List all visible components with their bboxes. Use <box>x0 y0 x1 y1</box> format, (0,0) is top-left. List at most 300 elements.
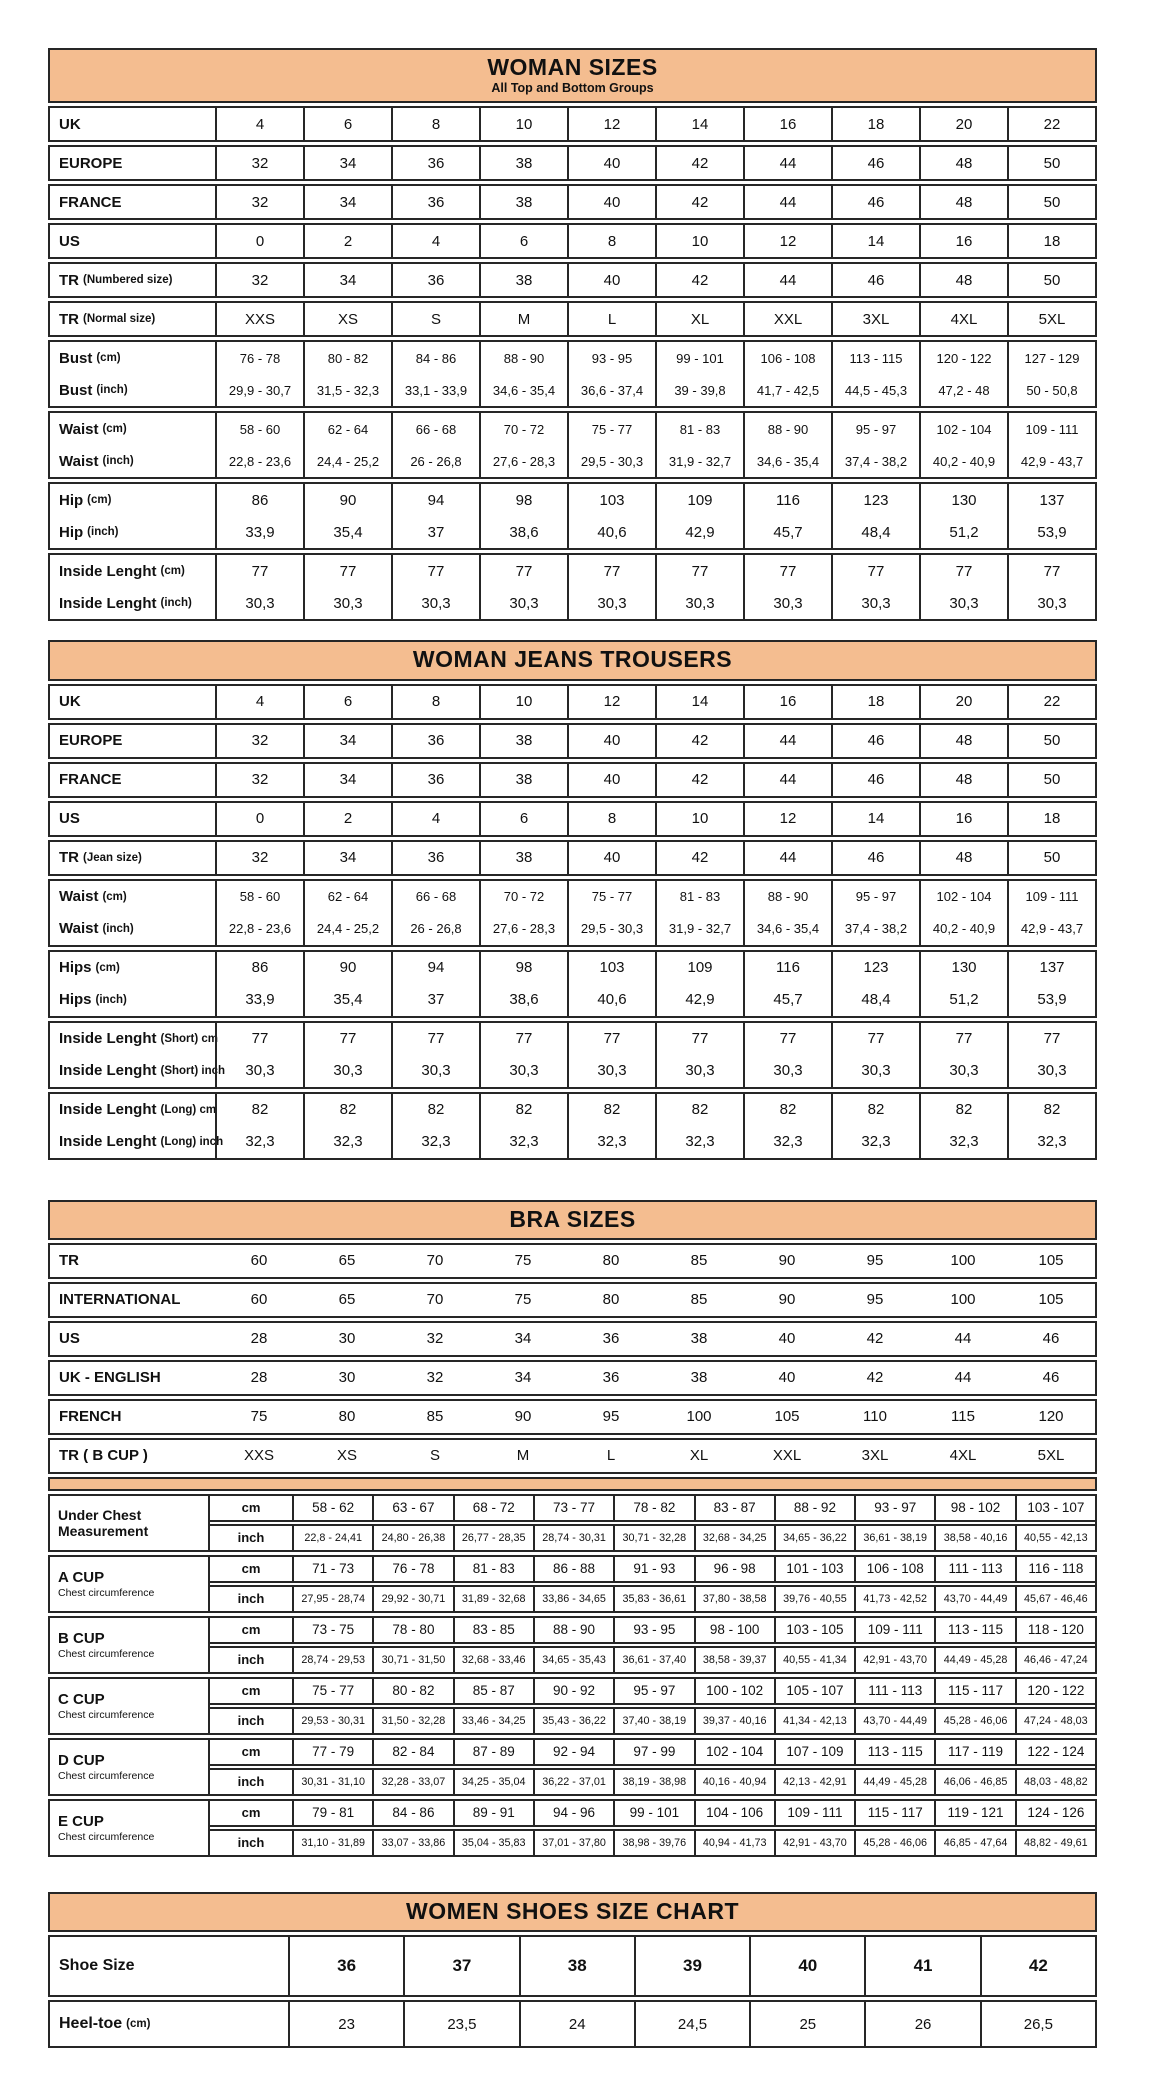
cell-value: 90 - 92 <box>533 1679 613 1703</box>
value-cell <box>215 1094 303 1158</box>
cell-value: 24,5 <box>677 2015 708 2033</box>
cell-value: 106 - 108 <box>760 350 816 366</box>
woman-sizes-title: WOMAN SIZES <box>487 54 658 80</box>
value-cell <box>215 725 303 757</box>
cell-value: 36 <box>427 771 445 789</box>
cup-row-cm <box>210 1496 1095 1522</box>
cell-value: 32,3 <box>333 1133 363 1151</box>
cell-value: 100 <box>686 1408 712 1426</box>
row-label: Inside Lenght (Short) inch <box>59 1062 226 1080</box>
cell-value: 46,85 - 47,64 <box>934 1831 1014 1855</box>
cell-value: 75 - 77 <box>292 1679 372 1703</box>
cell-value: 34 <box>339 154 357 172</box>
value-cell <box>1007 1284 1095 1316</box>
value-cell <box>1007 484 1095 548</box>
cell-value: 30,3 <box>1037 1062 1067 1080</box>
jeans-trousers-table <box>48 640 1097 1159</box>
cell-value: 32,3 <box>421 1133 451 1151</box>
cell-value: 32 <box>426 1330 444 1348</box>
value-cell <box>743 764 831 796</box>
cell-value: 44 <box>779 154 797 172</box>
cell-value: 40 <box>778 1330 796 1348</box>
cell-value: M <box>516 1447 530 1465</box>
table-row-group <box>48 1399 1097 1435</box>
value-cell <box>215 842 303 874</box>
cell-value: 36 <box>427 193 445 211</box>
cell-value: 113 - 115 <box>849 350 903 366</box>
value-cell <box>391 686 479 718</box>
value-cell <box>1007 1323 1095 1355</box>
cell-value: 70 <box>426 1291 444 1309</box>
cell-value: 37,4 - 38,2 <box>844 921 908 937</box>
cell-value: 48,4 <box>861 523 891 541</box>
cell-value: 36,61 - 38,19 <box>854 1526 934 1550</box>
value-cell <box>831 108 919 140</box>
cell-value: 95 <box>866 1291 884 1309</box>
row-label: TR <box>59 1252 79 1270</box>
cell-value: 35,43 - 36,22 <box>533 1709 613 1733</box>
cell-value: 38,58 - 40,16 <box>934 1526 1014 1550</box>
value-cell <box>919 147 1007 179</box>
cell-value: 58 - 62 <box>292 1496 372 1520</box>
row-label-cell <box>50 725 215 757</box>
cell-value: 4 <box>431 810 441 828</box>
cell-value: 35,4 <box>333 523 363 541</box>
cell-value: 16 <box>955 810 973 828</box>
value-cell <box>215 1440 303 1472</box>
cell-value: 116 - 118 <box>1015 1557 1095 1581</box>
value-cell <box>1007 1401 1095 1433</box>
value-cell <box>743 1401 831 1433</box>
cell-value: 33,1 - 33,9 <box>404 382 468 398</box>
value-cell <box>391 842 479 874</box>
cell-value: 82 <box>955 1101 973 1119</box>
cell-value: 29,53 - 30,31 <box>292 1709 372 1733</box>
value-cell <box>215 1023 303 1087</box>
cup-row-cm <box>210 1618 1095 1644</box>
cell-value: 5XL <box>1038 310 1066 328</box>
row-label: Waist (inch) <box>59 920 134 938</box>
cell-value: 30,3 <box>245 1062 275 1080</box>
cell-value: 32 <box>251 771 269 789</box>
cell-value: 103 <box>599 959 625 977</box>
cell-value: 33,9 <box>245 991 275 1009</box>
value-cell <box>215 186 303 218</box>
cell-value: 42 <box>691 271 709 289</box>
cell-value: 24,4 - 25,2 <box>316 453 380 469</box>
cell-value: 0 <box>255 810 265 828</box>
value-cell <box>919 484 1007 548</box>
cell-value: 31,50 - 32,28 <box>372 1709 452 1733</box>
row-label: Waist (cm) <box>59 420 127 438</box>
cell-value: 75 <box>514 1252 532 1270</box>
jeans-trousers-header <box>48 640 1097 680</box>
cell-value: 111 - 113 <box>934 1557 1014 1581</box>
cell-value: 82 <box>779 1101 797 1119</box>
cell-value: 30,3 <box>597 594 627 612</box>
cell-value: 102 - 104 <box>694 1740 774 1764</box>
cell-value: 40 <box>778 1369 796 1387</box>
value-cell <box>1007 1094 1095 1158</box>
value-cell <box>215 555 303 619</box>
cup-row-group <box>48 1555 1097 1613</box>
cell-value: 4XL <box>949 1447 977 1465</box>
value-cell <box>655 1245 743 1277</box>
value-cell <box>215 225 303 257</box>
value-cell <box>743 1023 831 1087</box>
cell-value: 46,06 - 46,85 <box>934 1770 1014 1794</box>
value-cell <box>567 1284 655 1316</box>
cell-value: 38 <box>515 154 533 172</box>
value-cell <box>303 1284 391 1316</box>
value-cell <box>655 413 743 477</box>
cell-value: 99 - 101 <box>676 350 724 366</box>
value-cell <box>655 303 743 335</box>
cell-value: 3XL <box>862 310 890 328</box>
value-cell <box>743 413 831 477</box>
cup-row-inch <box>210 1646 1095 1672</box>
row-label: UK <box>59 115 81 133</box>
value-cell <box>479 413 567 477</box>
value-cell <box>567 1440 655 1472</box>
value-cell <box>567 881 655 945</box>
cell-value: 62 - 64 <box>327 889 369 905</box>
value-cell <box>567 1094 655 1158</box>
cell-value: 4XL <box>950 310 978 328</box>
cup-measure-rows <box>210 1618 1095 1672</box>
value-cell <box>215 413 303 477</box>
cell-value: 83 - 85 <box>453 1618 533 1642</box>
cell-value: 30,3 <box>949 594 979 612</box>
cell-value: 24,80 - 26,38 <box>372 1526 452 1550</box>
cell-value: 36,61 - 37,40 <box>613 1648 693 1672</box>
cell-value: 119 - 121 <box>934 1801 1014 1825</box>
cell-value: 48 <box>955 154 973 172</box>
value-cell <box>919 413 1007 477</box>
value-cell <box>567 108 655 140</box>
cell-value: 37 <box>427 991 445 1009</box>
cell-value: 117 - 119 <box>934 1740 1014 1764</box>
cell-value: 26 <box>914 2015 932 2033</box>
value-cell <box>391 413 479 477</box>
cell-value: 83 - 87 <box>694 1496 774 1520</box>
cell-value: 96 - 98 <box>694 1557 774 1581</box>
row-label: Hip (inch) <box>59 523 119 541</box>
value-cell <box>743 225 831 257</box>
cell-value: 103 - 105 <box>774 1618 854 1642</box>
value-cell <box>655 264 743 296</box>
cell-value: 80 - 82 <box>372 1679 452 1703</box>
cell-value: 63 - 67 <box>372 1496 452 1520</box>
row-label: Bust (inch) <box>59 381 128 399</box>
value-cell <box>831 1440 919 1472</box>
value-cell <box>479 108 567 140</box>
cell-value: 88 - 90 <box>767 421 809 437</box>
table-row-group <box>48 106 1097 142</box>
cell-value: 33,86 - 34,65 <box>533 1587 613 1611</box>
value-cell <box>391 881 479 945</box>
cell-value: 32,3 <box>509 1133 539 1151</box>
value-cell <box>391 1362 479 1394</box>
cell-value: 32,68 - 33,46 <box>453 1648 533 1672</box>
value-cell <box>215 108 303 140</box>
cell-value: 30 <box>338 1369 356 1387</box>
cell-value: 42 <box>691 849 709 867</box>
value-cell <box>303 1440 391 1472</box>
cell-value: 32,3 <box>949 1133 979 1151</box>
value-cell <box>567 803 655 835</box>
cell-value: 18 <box>1043 810 1061 828</box>
cell-value: 32,3 <box>597 1133 627 1151</box>
value-cell <box>391 303 479 335</box>
value-cell <box>567 264 655 296</box>
value-cell <box>864 2002 979 2046</box>
bra-sizes-table <box>48 1200 1097 1857</box>
cell-value: 37,01 - 37,80 <box>533 1831 613 1855</box>
value-cell <box>567 952 655 1016</box>
cell-value: 109 - 111 <box>1025 889 1079 905</box>
cell-value: 98 <box>515 959 533 977</box>
cell-value: 36 <box>337 1956 357 1976</box>
cell-value: 10 <box>515 693 533 711</box>
cell-value: 32 <box>251 271 269 289</box>
cell-value: 50 <box>1043 193 1061 211</box>
table-row-group <box>48 184 1097 220</box>
cell-value: 37 <box>427 523 445 541</box>
value-cell <box>919 342 1007 406</box>
cell-value: 4 <box>431 232 441 250</box>
unit-label: inch <box>237 1774 265 1790</box>
value-cell <box>1007 342 1095 406</box>
value-cell <box>479 1094 567 1158</box>
cell-value: 77 <box>691 562 709 580</box>
cell-value: 105 <box>1038 1291 1064 1309</box>
row-label-cell <box>50 803 215 835</box>
cell-value: 44,49 - 45,28 <box>934 1648 1014 1672</box>
cell-value: 82 <box>427 1101 445 1119</box>
cell-value: 137 <box>1039 491 1065 509</box>
cell-value: 27,6 - 28,3 <box>492 921 556 937</box>
shoes-size-header <box>48 1892 1097 1932</box>
value-cell <box>1007 264 1095 296</box>
cell-value: 42,91 - 43,70 <box>854 1648 934 1672</box>
cell-value: 40,55 - 42,13 <box>1015 1526 1095 1550</box>
cell-value: 82 <box>1043 1101 1061 1119</box>
value-cell <box>288 2002 403 2046</box>
value-cell <box>303 1401 391 1433</box>
value-cell <box>215 764 303 796</box>
value-cell <box>391 108 479 140</box>
cell-value: 82 <box>603 1101 621 1119</box>
cell-value: 48 <box>955 193 973 211</box>
value-cell <box>1007 303 1095 335</box>
cup-label: E CUP Chest circumference <box>50 1801 210 1855</box>
cell-value: 23,5 <box>447 2015 477 2033</box>
value-cell <box>567 186 655 218</box>
cup-row-cm <box>210 1740 1095 1766</box>
unit-label: inch <box>237 1713 265 1729</box>
cell-value: 40,2 - 40,9 <box>932 921 996 937</box>
cell-value: 2 <box>343 810 353 828</box>
cell-value: 22,8 - 23,6 <box>228 453 292 469</box>
cell-value: 34 <box>339 732 357 750</box>
value-cell <box>391 147 479 179</box>
cell-value: 34 <box>514 1369 532 1387</box>
cell-value: 2 <box>343 232 353 250</box>
cell-value: 38,58 - 39,37 <box>694 1648 774 1672</box>
value-cell <box>403 1937 518 1995</box>
cell-value: 12 <box>779 810 797 828</box>
value-cell <box>831 725 919 757</box>
cell-value: 115 <box>951 1408 975 1426</box>
value-cell <box>303 1094 391 1158</box>
value-cell <box>749 2002 864 2046</box>
cell-value: 30,3 <box>509 1062 539 1080</box>
row-label: Heel-toe (cm) <box>59 2015 151 2033</box>
cell-value: 92 - 94 <box>533 1740 613 1764</box>
cell-value: 46 <box>867 193 885 211</box>
value-cell <box>303 108 391 140</box>
woman-sizes-subtitle: All Top and Bottom Groups <box>491 81 654 96</box>
value-cell <box>303 881 391 945</box>
cell-value: 116 <box>776 491 800 509</box>
value-cell <box>215 303 303 335</box>
cell-value: 41 <box>913 1956 933 1976</box>
cell-value: 46 <box>867 154 885 172</box>
cell-value: 45,7 <box>773 991 803 1009</box>
cup-row-inch <box>210 1585 1095 1611</box>
cell-value: 113 - 115 <box>934 1618 1014 1642</box>
cell-value: 40 <box>798 1956 818 1976</box>
table-row-group <box>48 340 1097 408</box>
value-cell <box>479 842 567 874</box>
cell-value: 40,6 <box>597 523 627 541</box>
cell-value: 50 <box>1043 154 1061 172</box>
value-cell <box>567 413 655 477</box>
cell-value: 81 - 83 <box>453 1557 533 1581</box>
value-cell <box>743 1440 831 1472</box>
cell-value: 40 <box>603 732 621 750</box>
row-label: EUROPE <box>59 732 123 750</box>
cell-value: 75 - 77 <box>591 421 633 437</box>
value-cell <box>303 1245 391 1277</box>
value-cell <box>303 952 391 1016</box>
cell-value: XL <box>690 310 710 328</box>
row-label-cell <box>50 225 215 257</box>
cell-value: 36 <box>427 849 445 867</box>
value-cell <box>831 1362 919 1394</box>
cell-value: 38,98 - 39,76 <box>613 1831 693 1855</box>
value-cell <box>655 803 743 835</box>
value-cell <box>303 686 391 718</box>
cell-value: 109 - 111 <box>774 1801 854 1825</box>
value-cell <box>1007 1440 1095 1472</box>
cell-value: 6 <box>519 232 529 250</box>
cell-value: 94 <box>427 959 445 977</box>
value-cell <box>303 1023 391 1087</box>
value-cell <box>831 303 919 335</box>
value-cell <box>655 342 743 406</box>
cell-value: 105 - 107 <box>774 1679 854 1703</box>
value-cell <box>655 952 743 1016</box>
cell-value: 41,7 - 42,5 <box>756 382 820 398</box>
cup-label: C CUP Chest circumference <box>50 1679 210 1733</box>
value-cell <box>1007 686 1095 718</box>
value-cell <box>303 764 391 796</box>
cell-value: 47,24 - 48,03 <box>1015 1709 1095 1733</box>
value-cell <box>655 1323 743 1355</box>
value-cell <box>919 264 1007 296</box>
value-cell <box>743 1245 831 1277</box>
value-cell <box>919 1023 1007 1087</box>
cell-value: 36 <box>602 1330 620 1348</box>
value-cell <box>655 842 743 874</box>
cell-value: 38,6 <box>509 991 539 1009</box>
cell-value: 48 <box>955 732 973 750</box>
cell-value: 42,91 - 43,70 <box>774 1831 854 1855</box>
value-cell <box>743 147 831 179</box>
cell-value: 127 - 129 <box>1024 350 1080 366</box>
value-cell <box>519 1937 634 1995</box>
cell-value: 24 <box>568 2015 586 2033</box>
cell-value: 82 <box>515 1101 533 1119</box>
cell-value: XXS <box>244 310 275 328</box>
cell-value: 14 <box>867 810 885 828</box>
cell-value: 40,55 - 41,34 <box>774 1648 854 1672</box>
cell-value: 35,04 - 35,83 <box>453 1831 533 1855</box>
value-cell <box>519 2002 634 2046</box>
row-label-cell <box>50 2002 288 2046</box>
cell-value: 77 <box>779 1030 797 1048</box>
cell-value: 123 <box>863 491 889 509</box>
row-label: US <box>59 232 80 250</box>
value-cell <box>215 1284 303 1316</box>
row-label-cell <box>50 1245 215 1277</box>
cell-value: 36 <box>427 271 445 289</box>
value-cell <box>391 484 479 548</box>
value-cell <box>391 1245 479 1277</box>
cell-value: 35,4 <box>333 991 363 1009</box>
cell-value: 30,3 <box>861 594 891 612</box>
cell-value: 76 - 78 <box>372 1557 452 1581</box>
cell-value: 41,34 - 42,13 <box>774 1709 854 1733</box>
cell-value: 10 <box>691 810 709 828</box>
cell-value: 44 <box>779 193 797 211</box>
cell-value: 34 <box>514 1330 532 1348</box>
cell-value: 38 <box>515 732 533 750</box>
cell-value: 6 <box>343 693 353 711</box>
cell-value: 77 <box>1043 562 1061 580</box>
value-cell <box>919 186 1007 218</box>
value-cell <box>831 186 919 218</box>
value-cell <box>749 1937 864 1995</box>
cell-value: 10 <box>691 232 709 250</box>
shoes-size-rows <box>48 1935 1097 2048</box>
cell-value: 35,83 - 36,61 <box>613 1587 693 1611</box>
value-cell <box>919 1323 1007 1355</box>
value-cell <box>215 484 303 548</box>
value-cell <box>567 342 655 406</box>
cell-value: 77 <box>1043 1030 1061 1048</box>
cell-value: 30,71 - 32,28 <box>613 1526 693 1550</box>
value-cell <box>831 686 919 718</box>
cell-value: 31,89 - 32,68 <box>453 1587 533 1611</box>
cell-value: 42 <box>691 732 709 750</box>
value-cell <box>303 413 391 477</box>
cell-value: 44 <box>779 771 797 789</box>
value-cell <box>831 342 919 406</box>
cell-value: 30,3 <box>333 594 363 612</box>
